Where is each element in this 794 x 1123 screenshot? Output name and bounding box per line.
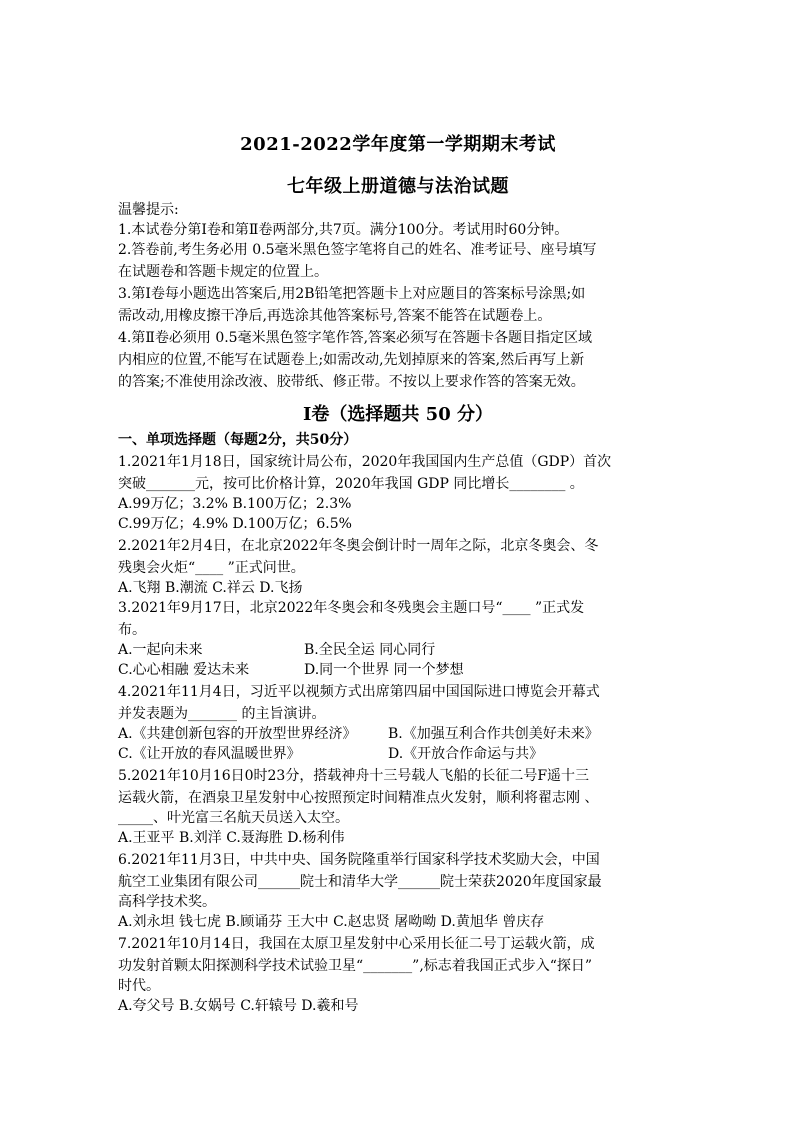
question-2-options: A.飞翔 B.潮流 C.祥云 D.飞扬 <box>118 580 303 596</box>
question-3-option-d: D.同一个世界 同一个梦想 <box>304 662 464 678</box>
question-4-option-a: A.《共建创新包容的开放型世界经济》 <box>118 726 357 742</box>
question-3-option-c: C.心心相融 爱达未来 <box>118 662 250 678</box>
question-3-text: 布。 <box>118 622 146 638</box>
exam-title: 2021-2022学年度第一学期期末考试 <box>240 134 556 155</box>
question-6-text: 高科学技术奖。 <box>118 894 216 910</box>
question-2-text: 残奥会火炬“____ ”正式问世。 <box>118 560 305 576</box>
question-3-text: 3.2021年9月17日，北京2022年冬奥会和冬残奥会主题口号“____ ”正式发 <box>118 600 585 616</box>
question-6-text: 航空工业集团有限公司______院士和清华大学______院士荣获2020年度国家最 <box>118 874 602 890</box>
notice-line: 3.第Ⅰ卷每小题选出答案后,用2B铅笔把答题卡上对应题目的答案标号涂黑;如 <box>118 286 586 302</box>
question-5-text: 5.2021年10月16日0时23分，搭载神舟十三号载人飞船的长征二号F遥十三 <box>118 768 590 784</box>
question-5-text: 运载火箭，在酒泉卫星发射中心按照预定时间精准点火发射，顺利将翟志刚 、 <box>118 790 599 806</box>
question-6-text: 6.2021年11月3日，中共中央、国务院隆重举行国家科学技术奖励大会，中国 <box>118 852 600 868</box>
question-1-text: 1.2021年1月18日，国家统计局公布，2020年我国国内生产总值（GDP）首次 <box>118 454 612 470</box>
question-5-options: A.王亚平 B.刘洋 C.聂海胜 D.杨利伟 <box>118 830 345 846</box>
question-3-option-a: A.一起向未来 <box>118 642 203 658</box>
question-7-options: A.夸父号 B.女娲号 C.轩辕号 D.羲和号 <box>118 998 359 1014</box>
question-1-options: C.99万亿；4.9% D.100万亿；6.5% <box>118 516 352 532</box>
section-title: Ⅰ卷（选择题共 50 分） <box>302 404 493 425</box>
notice-line: 需改动,用橡皮擦干净后,再选涂其他答案标号,答案不能答在试题卷上。 <box>118 308 552 324</box>
exam-subtitle: 七年级上册道德与法治试题 <box>287 176 509 197</box>
part-title: 一、单项选择题（每题2分，共50分） <box>118 432 358 448</box>
question-1-options: A.99万亿；3.2% B.100万亿；2.3% <box>118 496 352 512</box>
question-5-text: _____、叶光富三名航天员送入太空。 <box>118 810 349 826</box>
notice-label: 温馨提示: <box>118 202 179 218</box>
question-2-text: 2.2021年2月4日，在北京2022年冬奥会倒计时一周年之际，北京冬奥会、冬 <box>118 538 599 554</box>
notice-line: 2.答卷前,考生务必用 0.5毫米黑色签字笔将自己的姓名、准考证号、座号填写 <box>118 242 597 258</box>
question-7-text: 功发射首颗太阳探测科学技术试验卫星“_______”,标志着我国正式步入“探日” <box>118 958 593 974</box>
question-3-option-b: B.全民全运 同心同行 <box>304 642 436 658</box>
question-4-text: 并发表题为_______ 的主旨演讲。 <box>118 706 326 722</box>
notice-line: 1.本试卷分第Ⅰ卷和第Ⅱ卷两部分,共7页。满分100分。考试用时60分钟。 <box>118 222 569 238</box>
question-4-option-d: D.《开放合作命运与共》 <box>388 746 544 762</box>
question-7-text: 时代。 <box>118 978 160 994</box>
notice-line: 的答案;不准使用涂改液、胶带纸、修正带。不按以上要求作答的答案无效。 <box>118 374 585 390</box>
notice-line: 在试题卷和答题卡规定的位置上。 <box>118 264 328 280</box>
question-4-text: 4.2021年11月4日，习近平以视频方式出席第四届中国国际进口博览会开幕式 <box>118 684 600 700</box>
question-1-text: 突破_______元，按可比价格计算，2020年我国 GDP 同比增长________ 。 <box>118 476 584 492</box>
notice-line: 内相应的位置,不能写在试题卷上;如需改动,先划掉原来的答案,然后再写上新 <box>118 352 585 368</box>
question-6-options: A.刘永坦 钱七虎 B.顾诵芬 王大中 C.赵忠贤 屠呦呦 D.黄旭华 曾庆存 <box>118 914 545 930</box>
question-7-text: 7.2021年10月14日，我国在太原卫星发射中心采用长征二号丁运载火箭，成 <box>118 936 595 952</box>
notice-line: 4.第Ⅱ卷必须用 0.5毫米黑色签字笔作答,答案必须写在答题卡各题目指定区域 <box>118 330 593 346</box>
question-4-option-b: B.《加强互利合作共创美好未来》 <box>388 726 599 742</box>
question-4-option-c: C.《让开放的春风温暖世界》 <box>118 746 301 762</box>
